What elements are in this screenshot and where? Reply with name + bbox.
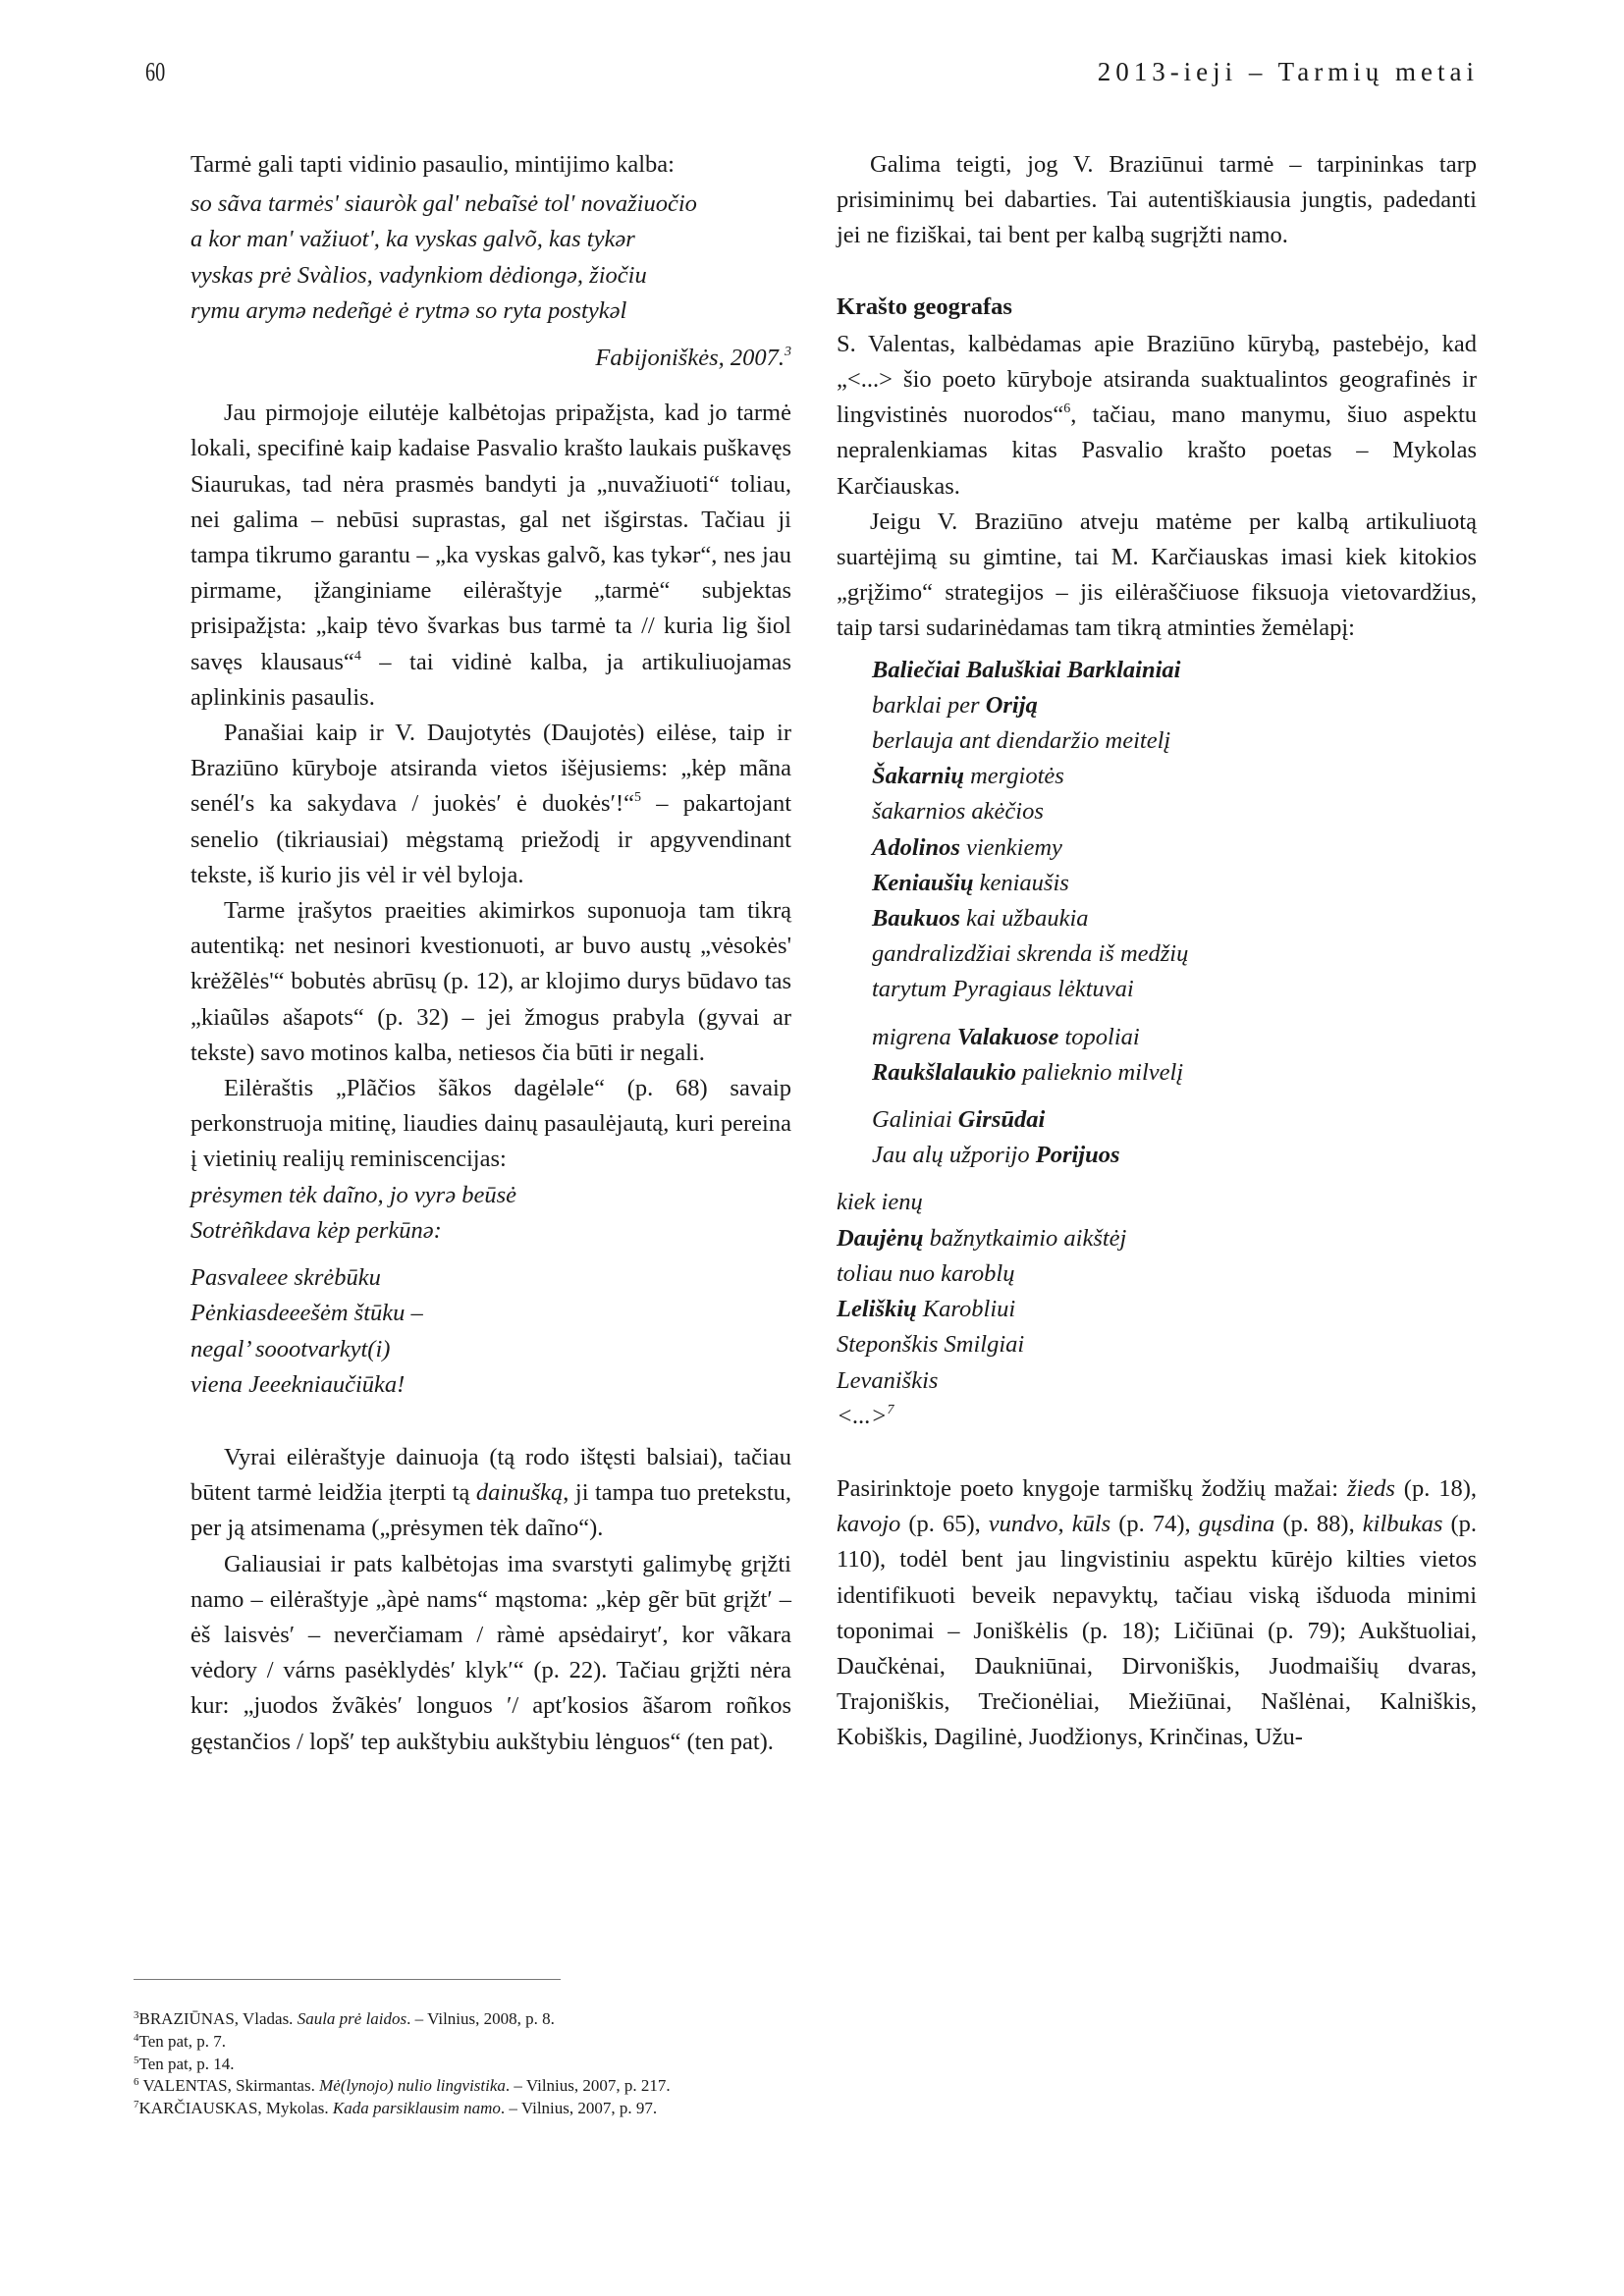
- poem-line: [872, 866, 1477, 901]
- verse-line: viena Jeeekniaučiūka!: [190, 1370, 406, 1398]
- body-paragraph: [837, 327, 1477, 505]
- place-name: Porijuos: [1035, 1142, 1120, 1169]
- footnote-text: . – Vilnius, 2008, p. 8.: [406, 2009, 555, 2028]
- body-paragraph: Jeigu V. Braziūno atveju matėme per kalbą artikuliuotą suartėjimą su gimtine, tai M. Karčiauskas imasi kiek kitokios „grįžimo“ strategijos – jis eilėraščiuose fiksuoja vietovardžius, taip tarsi sudarinėdamas tam tikrą atminties žemėlapį:: [837, 507, 1477, 642]
- footnote-item: [134, 2098, 919, 2120]
- footnote-book-title: Saula prė laidos: [297, 2009, 407, 2028]
- footnote-number: 3: [134, 2009, 139, 2021]
- paragraph-text: , todėl bent jau lingvistiniu aspektu kūrėjo kilties vietos identifikuoti beveik nepavyktų, tačiau viską išduoda minimi toponimai – Joniškėlis (p. 18); Ličiūnai (p. 79); Aukštuoliai, Daučkėnai, Daukniūnai, Dirvoniškis, Juodmaišių dvaras, Trajoniškis, Trečionėliai, Miežiūnai, Našlėnai, Kalniškis, Kobiškis, Dagilinė, Juodžionys, Krinčinas, Užu-: [837, 1546, 1477, 1751]
- verse-line: vyskas prė Svàlios, vadynkiom dėdiongə, žiočiu: [190, 261, 647, 289]
- spacer: [837, 1434, 1477, 1471]
- page-ref: (p. 74),: [1110, 1511, 1199, 1538]
- page-ref: (p. 18),: [1394, 1474, 1477, 1502]
- spacer: [837, 1173, 1477, 1185]
- body-paragraph: Galima teigti, jog V. Braziūnui tarmė – tarpininkas tarp prisiminimų bei dabarties. Tai autentiškiausia jungtis, padedanti jei ne fiziškai, tai bent per kalbą sugrįžti namo.: [837, 151, 1477, 249]
- poem-line: [837, 1363, 1477, 1399]
- paragraph-text: – pakartojant senelio (tikriausiai) mėgstamą priežodį ir apgyvendinant tekste, iš kurio jis vėl ir vėl byloja.: [190, 790, 792, 888]
- place-name: Keniaušių: [872, 869, 974, 896]
- poem-text: Steponškis Smilgiai: [837, 1331, 1025, 1359]
- footnote-item: [134, 2075, 919, 2098]
- paragraph-text: Pasirinktoje poeto knygoje tarmiškų žodžių mažai:: [837, 1474, 1347, 1502]
- poem-stanza: [837, 653, 1477, 1008]
- poem-text: toliau nuo karoblų: [837, 1259, 1015, 1287]
- attribution-text: Fabijoniškės, 2007.: [595, 345, 785, 372]
- dialect-word: žieds: [1346, 1474, 1395, 1502]
- poem-line: [837, 1327, 1477, 1362]
- body-paragraph: Tarme įrašytos praeities akimirkos suponuoja tam tikrą autentiką: net nesinori kvestionuoti, ar buvo austų „vėsokės' krėžẽlės'“ bobutės abrūsų (p. 12), ar klojimo durys būdavo tas „kiaũləs ašapots“ (p. 32) – jei žmogus prabyla (gyvai ar tekste) savo motinos kalba, netiesos čia būti ir negali.: [190, 897, 791, 1066]
- poem-line: [872, 688, 1477, 723]
- verse-line: prėsymen tėk daĩno, jo vyrə beūsė: [190, 1181, 516, 1208]
- place-name: Baliečiai Baluškiai Barklainiai: [872, 656, 1181, 683]
- paragraph-text: , tačiau, mano manymu, šiuo aspektu nepralenkiamas kitas Pasvalio krašto poetas – Mykolas Karčiauskas.: [837, 401, 1478, 500]
- footnote-ref[interactable]: 7: [887, 1402, 894, 1417]
- page-ref: (p. 65),: [900, 1511, 989, 1538]
- verse-line: Sotrėñkdava kėp perkūnə:: [190, 1216, 442, 1244]
- footnote-ref[interactable]: 3: [785, 345, 791, 360]
- poem-text: <...>: [837, 1402, 888, 1429]
- page-ref: ,: [1057, 1511, 1072, 1538]
- poem-line: [872, 1138, 1477, 1173]
- place-name: Daujėnų: [837, 1224, 924, 1252]
- page-ref: (p. 110): [837, 1511, 1478, 1574]
- paragraph-text: S. Valentas, kalbėdamas apie Braziūno kūrybą, pastebėjo, kad „<...> šio poeto kūryboje atsiranda suaktualintos geografinės ir lingvistinės nuorodos“: [837, 330, 1477, 429]
- poem-text: mergiotės: [963, 763, 1064, 790]
- poem-text: berlauja ant diendaržio meitelį: [872, 727, 1171, 755]
- poem-text: palieknio milvelį: [1016, 1058, 1184, 1086]
- poem-text: bažnytkaimio aikštėj: [923, 1224, 1127, 1252]
- footnote-text: . – Vilnius, 2007, p. 217.: [505, 2076, 671, 2096]
- poem-stanza: [837, 1185, 1477, 1433]
- footnote-book-title: Mė(lynojo) nulio lingvistika: [319, 2076, 506, 2096]
- footnote-text: BRAZIŪNAS, Vladas.: [138, 2009, 298, 2028]
- page-number: 60: [145, 57, 166, 86]
- italic-term: dainušką: [475, 1479, 564, 1507]
- footnote-ref[interactable]: 4: [353, 648, 361, 664]
- poem-line: [837, 1399, 1477, 1434]
- journal-title: 2013-ieji – Tarmių metai: [1097, 57, 1479, 86]
- poem-line: [872, 723, 1477, 759]
- spacer: [190, 1403, 791, 1440]
- body-paragraph: [837, 1471, 1477, 1756]
- place-name: Raukšlalaukio: [872, 1058, 1017, 1086]
- place-name: Šakarnių: [872, 763, 964, 790]
- section-heading: Krašto geografas: [837, 293, 1012, 320]
- footnote-item: [134, 2031, 919, 2054]
- spacer: [837, 1091, 1477, 1102]
- poem-line: [872, 830, 1477, 866]
- poem-line: [837, 1221, 1477, 1256]
- verse-line: Pasvaleee skrėbūku: [190, 1264, 381, 1292]
- place-name: Leliškių: [837, 1296, 917, 1323]
- dialect-word: vundvo: [988, 1511, 1058, 1538]
- poem-text: šakarnios akėčios: [872, 798, 1044, 826]
- verse-attribution: [190, 341, 791, 376]
- poem-text: vienkiemy: [959, 833, 1062, 861]
- dialect-verse-1: [190, 187, 791, 329]
- poem-line: [872, 1020, 1477, 1055]
- poem-line: [837, 1256, 1477, 1292]
- poem-line: [872, 1102, 1477, 1138]
- footnote-ref[interactable]: 5: [634, 790, 641, 806]
- poem-text: Karobliui: [916, 1296, 1016, 1323]
- poem-line: [872, 1055, 1477, 1091]
- left-column: [190, 147, 791, 1760]
- poem-text: kai užbaukia: [959, 905, 1089, 933]
- poem-line: [872, 759, 1477, 794]
- dialect-word: kavojo: [837, 1511, 901, 1538]
- verse-line: Pėnkiasdeeešėm štūku –: [190, 1300, 423, 1327]
- footnote-text: VALENTAS, Skirmantas.: [138, 2076, 320, 2096]
- running-head: [0, 57, 1624, 96]
- footnote-number: 6: [134, 2076, 139, 2089]
- poem-line: [872, 901, 1477, 936]
- right-column: [837, 147, 1477, 1756]
- footnote-separator: [134, 1979, 561, 1980]
- verse-line: so sãva tarmės' siauròk gal' nebaĩsė tol' novažiuočio: [190, 190, 697, 218]
- poem-text: migrena: [872, 1023, 957, 1050]
- body-paragraph: Galiausiai ir pats kalbėtojas ima svarstyti galimybę grįžti namo – eilėraštyje „àpė nams“ mąstoma: „kėp gẽr būt grįžt′ – ėš laisvės′ – neverčiamam / ràmė apsėdairyt′, kor vãkara vėdory / várns pasėklydės′ klyk′“ (p. 22). Tačiau grįžti nėra kur: „juodos žvãkės′ longuos ′/ apt′kosios ãšarom roñkos gęstančios / lopš′ tep aukštybiu aukštybiu lėnguos“ (ten pat).: [190, 1550, 791, 1755]
- body-paragraph: [190, 716, 791, 893]
- poem-text: kiek ienų: [837, 1189, 923, 1216]
- poem-text: barklai per: [872, 691, 986, 719]
- spacer: [837, 1008, 1477, 1020]
- body-paragraph: [190, 396, 791, 716]
- poem-text: topoliai: [1058, 1023, 1140, 1050]
- page-ref: (p. 88),: [1274, 1511, 1363, 1538]
- footnote-item: [134, 2008, 919, 2031]
- dialect-verse-3: [190, 1260, 791, 1403]
- footnote-number: 7: [134, 2099, 139, 2111]
- paragraph-text: Vyrai eilėraštyje dainuoja (tą rodo ištęsti balsiai), tačiau būtent tarmė leidžia įterpti tą: [190, 1443, 791, 1507]
- poem-text: Levaniškis: [837, 1366, 939, 1394]
- poem-text: Galiniai: [872, 1106, 958, 1134]
- poem-stanza: [837, 1020, 1477, 1091]
- verse-line: rymu arymə nedeñgė ė rytmə so ryta postykəl: [190, 296, 627, 324]
- footnote-item: [134, 2054, 919, 2076]
- poem-stanza: [837, 1102, 1477, 1173]
- poem-text: keniaušis: [973, 869, 1069, 896]
- intro-paragraph: Tarmė gali tapti vidinio pasaulio, mintijimo kalba:: [190, 151, 675, 178]
- footnote-text: Ten pat, p. 14.: [138, 2054, 235, 2073]
- footnote-text: . – Vilnius, 2007, p. 97.: [500, 2099, 658, 2118]
- body-paragraph: [190, 1440, 791, 1547]
- place-name: Valakuose: [956, 1023, 1059, 1050]
- footnote-number: 5: [134, 2054, 139, 2066]
- verse-line: a kor man' važiuot', ka vyskas galvõ, kas tykər: [190, 226, 635, 253]
- paragraph-text: , ji tampa tuo pretekstu, per ją atsimenama („prėsymen tėk daĩno“).: [190, 1479, 791, 1542]
- footnote-ref[interactable]: 6: [1063, 401, 1071, 417]
- verse-line: negal’ soootvarkyt(i): [190, 1335, 391, 1362]
- poem-line: [872, 653, 1477, 688]
- poem-text: Jau alų užporijo: [872, 1142, 1036, 1169]
- place-name: Baukuos: [872, 905, 960, 933]
- footnotes: [134, 2008, 919, 2120]
- paragraph-text: Panašiai kaip ir V. Daujotytės (Daujotės) eilėse, taip ir Braziūno kūryboje atsiranda vietos išėjusiems: „kėp mãna senél′s ka sakydava / juokės′ ė duokės′!“: [190, 720, 791, 818]
- dialect-verse-2: [190, 1178, 791, 1249]
- footnote-number: 4: [134, 2031, 139, 2044]
- poem-text: gandralizdžiai skrenda iš medžių: [872, 940, 1189, 968]
- poem-line: [872, 936, 1477, 972]
- poem-line: [837, 1292, 1477, 1327]
- dialect-word: gųsdina: [1198, 1511, 1275, 1538]
- place-name: Oriją: [985, 691, 1038, 719]
- footnote-text: KARČIAUSKAS, Mykolas.: [138, 2099, 333, 2118]
- paragraph-text: Jau pirmojoje eilutėje kalbėtojas pripažįsta, kad jo tarmė lokali, specifinė kaip kadaise Pasvalio krašto laukais puškavęs Siaurukas, tad nėra prasmės bandyti ja „nuvažiuoti“ toliau, nei galima – nebūsi suprastas, gal net išgirstas. Tačiau ji tampa tikrumo garantu – „ka vyskas galvõ, kas tykər“, nes jau pirmame, įžanginiame eilėraštyje „tarmė“ subjektas prisipažįsta: „kaip tėvo švarkas bus tarmė ta // kuria lig šiol savęs klausaus“: [190, 400, 791, 675]
- poem-text: tarytum Pyragiaus lėktuvai: [872, 976, 1134, 1003]
- paragraph-text: – tai vidinė kalba, ja artikuliuojamas aplinkinis pasaulis.: [190, 648, 791, 711]
- body-paragraph: Eilėraštis „Plãčios šãkos dagėləle“ (p. 68) savaip perkonstruoja mitinę, liaudies dainų pasaulėjautą, kuri pereina į vietinių realijų reminiscencijas:: [190, 1075, 791, 1173]
- footnote-text: Ten pat, p. 7.: [138, 2031, 227, 2051]
- poem-line: [872, 972, 1477, 1007]
- poem-line: [872, 794, 1477, 829]
- footnote-book-title: Kada parsiklausim namo: [332, 2099, 501, 2118]
- spacer: [190, 1249, 791, 1260]
- place-name: Girsūdai: [957, 1106, 1046, 1134]
- poem-line: [837, 1185, 1477, 1220]
- dialect-word: kūls: [1071, 1511, 1111, 1538]
- dialect-word: kilbukas: [1362, 1511, 1443, 1538]
- place-name: Adolinos: [872, 833, 960, 861]
